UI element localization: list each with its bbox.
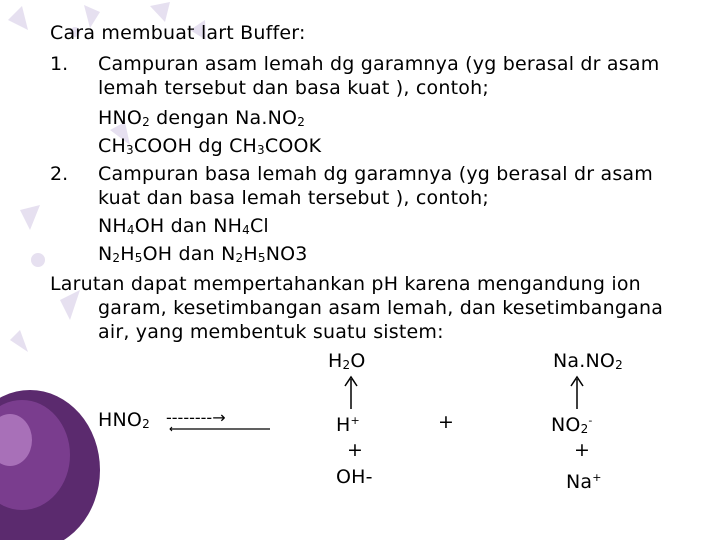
paragraph-line-3: air, yang membentuk suatu sistem: [98,321,444,343]
nitrite-ion: NO2- [551,414,593,436]
hydrogen-ion: H+ [336,414,360,436]
item-1-line-1: Campuran asam lemah dg garamnya (yg berasal dr asam [98,53,660,75]
reverse-arrow-line [168,426,272,432]
item-2-example-1: NH4OH dan NH4Cl [98,215,269,237]
reaction-arrow: --------→ [166,408,226,427]
acid-formula: HNO2 [98,409,150,431]
salt-arrow-up [570,375,584,409]
sodium-ion: Na+ [566,471,602,493]
arrow-head-icon: → [212,408,226,427]
sodium-plus-sign: + [574,439,591,461]
paragraph-line-1: Larutan dapat mempertahankan pH karena mengandung ion [50,273,641,295]
equation-plus: + [438,411,455,433]
section-title: Cara membuat lart Buffer: [50,22,306,44]
balloon-shape [0,390,100,540]
item-2-example-2: N2H5OH dan N2H5NO3 [98,243,308,265]
salt-formula: Na.NO2 [553,350,623,372]
paragraph-line-2: garam, kesetimbangan asam lemah, dan kesetimbangana [98,297,664,319]
item-1-example-1: HNO2 dengan Na.NO2 [98,107,306,129]
item-2-line-2: kuat dan basa lemah tersebut ), contoh; [98,187,489,209]
water-arrow-up [344,375,358,409]
item-1-line-2: lemah tersebut dan basa kuat ), contoh; [98,77,489,99]
hydrogen-plus-sign: + [347,439,364,461]
item-1-example-2: CH3COOH dg CH3COOK [98,135,322,157]
hydroxide-ion: OH- [336,466,373,488]
water-formula: H2O [328,350,366,372]
item-2-line-1: Campuran basa lemah dg garamnya (yg berasal dr asam [98,163,653,185]
item-2-number: 2. [50,163,69,185]
item-1-number: 1. [50,53,69,75]
